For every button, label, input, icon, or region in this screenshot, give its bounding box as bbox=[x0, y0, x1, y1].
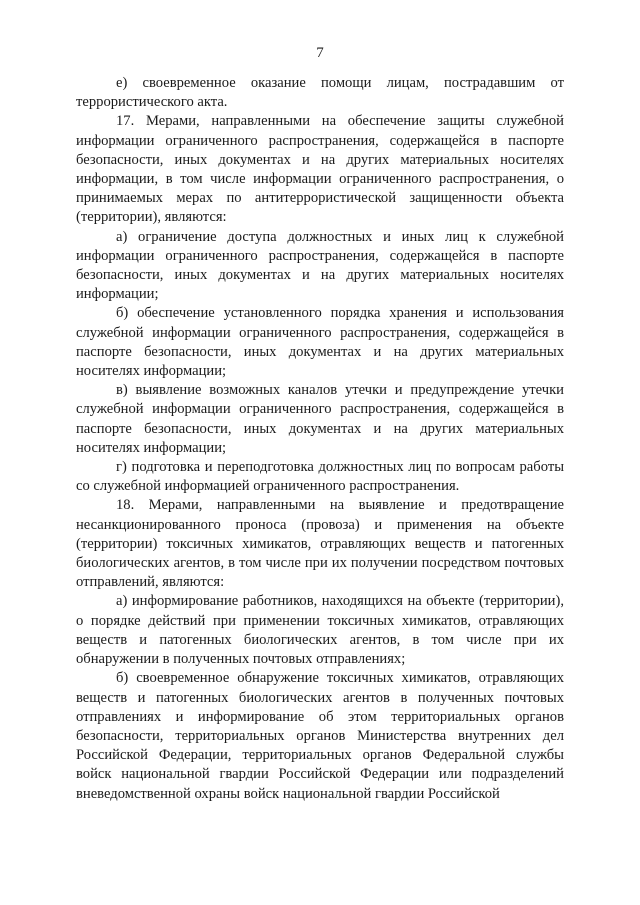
paragraph-17-item-b: б) обеспечение установленного порядка хранения и использования служебной информации ограниченного распространения, содержащейся в паспорте безопасности, иных документах и на других материальных носителях информации; bbox=[76, 305, 564, 380]
paragraph-18-item-a: а) информирование работников, находящихся на объекте (территории), о порядке действий при применении токсичных химикатов, отравляющих веществ и патогенных биологических агентов, в том числе при их обнаружении в полученных почтовых отправлениях; bbox=[76, 593, 564, 668]
paragraph-17-item-v: в) выявление возможных каналов утечки и предупреждение утечки служебной информации ограниченного распространения, содержащейся в паспорте безопасности, иных документах и на других материальных носителях информации; bbox=[76, 382, 564, 456]
paragraph-18-item-b: б) своевременное обнаружение токсичных химикатов, отравляющих веществ и патогенных биологических агентов в полученных почтовых отправлениях и информирование об этом территориальных органов безопасности, территориальных органов Министерства внутренних дел Российской Федерации, территориальных органов Федеральной службы войск национальной гвардии Российской Федерации или подразделений вневедомственной охраны войск национальной гвардии Российской bbox=[76, 670, 564, 802]
paragraph-17-item-g: г) подготовка и переподготовка должностных лиц по вопросам работы со служебной информацией ограниченного распространения. bbox=[76, 459, 564, 495]
paragraph-item-e-end: е) своевременное оказание помощи лицам, пострадавшим от террористического акта. bbox=[76, 75, 564, 111]
paragraph-17-item-a: а) ограничение доступа должностных и иных лиц к служебной информации ограниченного распространения, содержащейся в паспорте безопасности, иных документах и на других материальных носителях информации; bbox=[76, 228, 564, 303]
document-body bbox=[76, 74, 564, 804]
paragraph-clause-18: 18. Мерами, направленными на выявление и предотвращение несанкционированного проноса (провоза) и применения на объекте (территории) токсичных химикатов, отравляющих веществ и патогенных биологических агентов, в том числе при их получении посредством почтовых отправлений, являются: bbox=[76, 497, 564, 591]
page-number: 7 bbox=[316, 45, 324, 61]
paragraph-clause-17: 17. Мерами, направленными на обеспечение защиты служебной информации ограниченного распространения, содержащейся в паспорте безопасности, иных документах и на других материальных носителях информации, в том числе информации ограниченного распространения, о принимаемых мерах по антитеррористической защищенности объекта (территории), являются: bbox=[76, 113, 564, 226]
